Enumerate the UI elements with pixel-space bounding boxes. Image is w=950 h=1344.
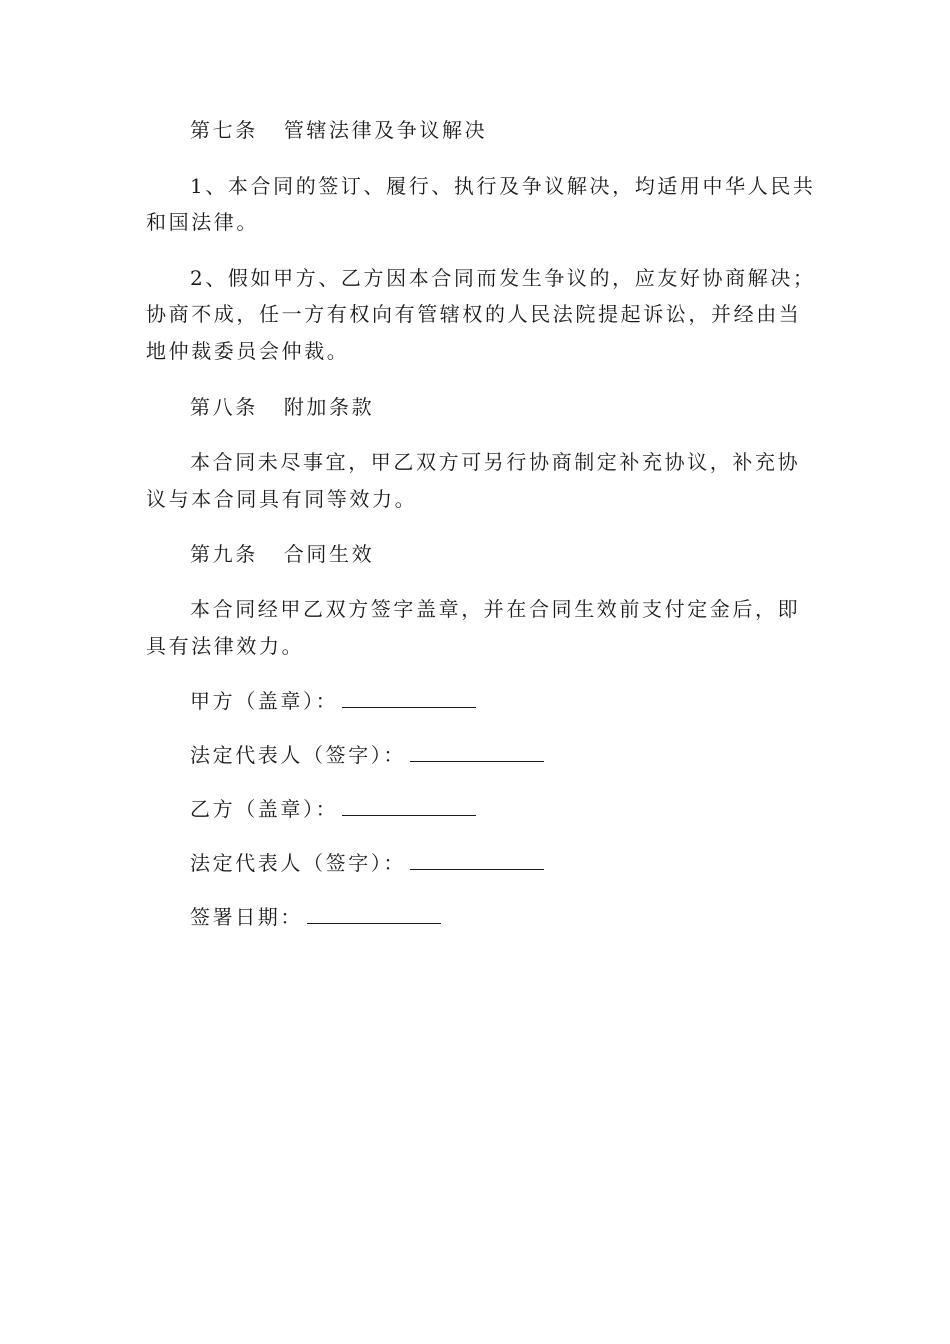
party-b-seal-label: 乙方（盖章）： [190, 797, 339, 821]
party-b-representative-line [190, 851, 544, 875]
article-8-para-1-line-2: 议与本合同具有同等效力。 [146, 487, 418, 511]
party-b-seal-line [190, 797, 476, 821]
party-b-representative-blank [410, 853, 544, 870]
article-7-para-2-line-1: 2、假如甲方、乙方因本合同而发生争议的，应友好协商解决； [190, 266, 816, 290]
party-a-seal-label: 甲方（盖章）： [190, 689, 339, 713]
party-a-seal-line [190, 689, 476, 713]
article-7-heading [190, 118, 487, 142]
party-a-seal-blank [342, 691, 476, 708]
article-8-para-1-line-1: 本合同未尽事宜，甲乙双方可另行协商制定补充协议，补充协 [190, 450, 801, 474]
article-8-title: 附加条款 [283, 395, 375, 419]
party-a-representative-blank [410, 745, 544, 762]
article-9-title: 合同生效 [283, 542, 375, 566]
signing-date-label: 签署日期： [190, 905, 303, 929]
article-9-heading [190, 542, 374, 566]
party-a-representative-label: 法定代表人（签字）： [190, 743, 406, 767]
party-b-seal-blank [342, 799, 476, 816]
article-7-number: 第七条 [190, 118, 258, 142]
article-7-para-1-line-1: 1、本合同的签订、履行、执行及争议解决，均适用中华人民共 [190, 174, 816, 198]
party-a-representative-line [190, 743, 544, 767]
article-7-para-1-line-2: 和国法律。 [146, 210, 259, 234]
article-7-para-2-line-2: 协商不成，任一方有权向有管辖权的人民法院提起诉讼，并经由当 [146, 302, 802, 326]
signing-date-line [190, 905, 441, 929]
article-7-para-2-line-3: 地仲裁委员会仲裁。 [146, 339, 350, 363]
article-9-para-1-line-2: 具有法律效力。 [146, 634, 305, 658]
signing-date-blank [307, 907, 441, 924]
article-7-title: 管辖法律及争议解决 [283, 118, 488, 142]
article-9-number: 第九条 [190, 542, 258, 566]
article-8-heading [190, 395, 374, 419]
article-9-para-1-line-1: 本合同经甲乙双方签字盖章，并在合同生效前支付定金后，即 [190, 597, 801, 621]
party-b-representative-label: 法定代表人（签字）： [190, 851, 406, 875]
article-8-number: 第八条 [190, 395, 258, 419]
